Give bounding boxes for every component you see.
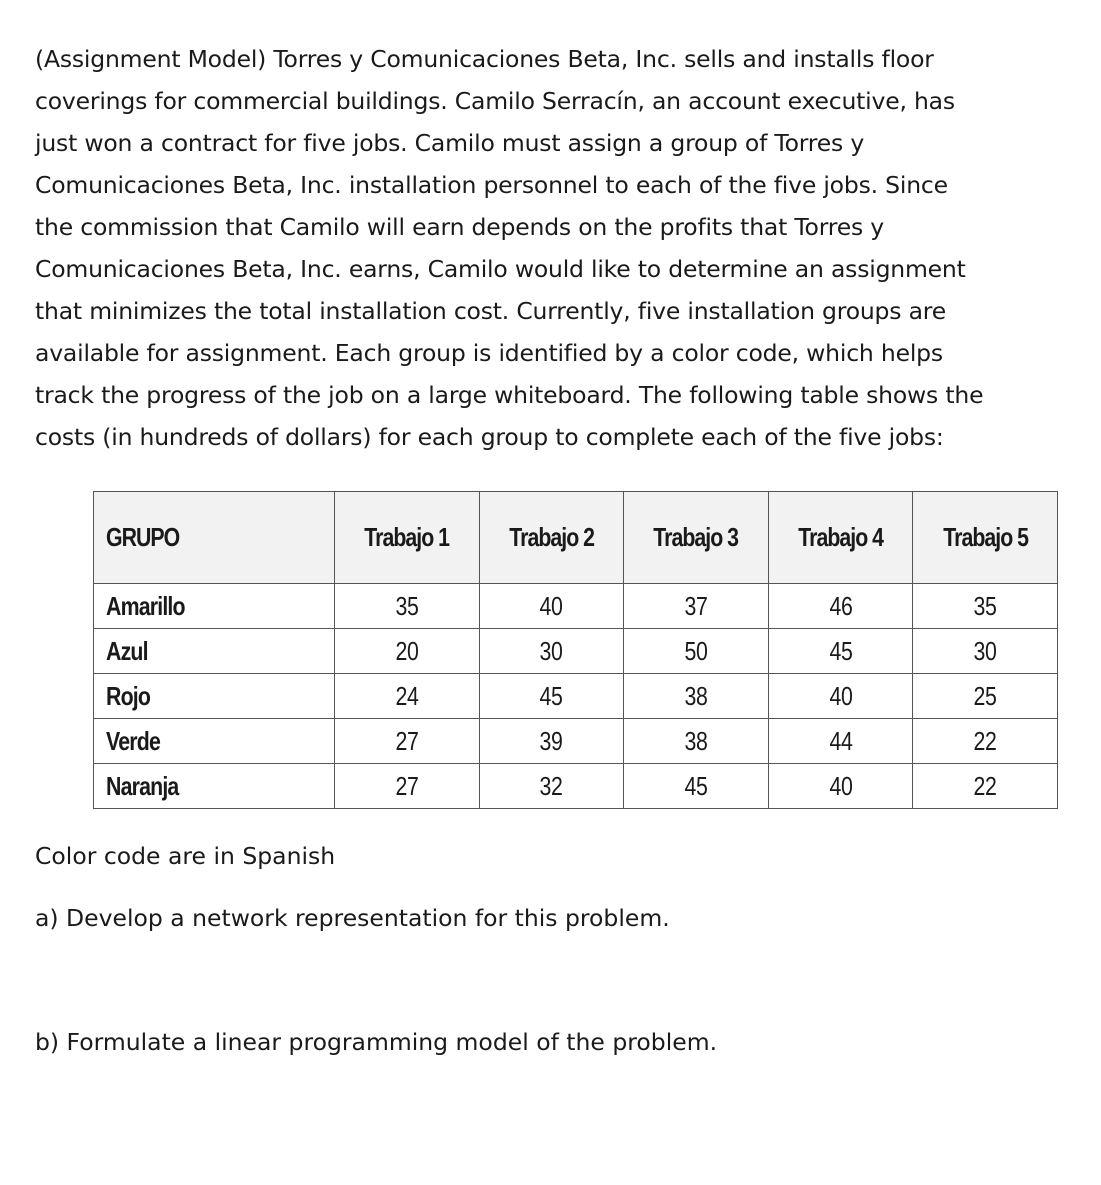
header-job-3-label: Trabajo 3 [653, 522, 739, 552]
color-code-note: Color code are in Spanish [35, 842, 336, 870]
group-cell [94, 584, 335, 629]
group-label: Verde [106, 725, 160, 756]
question-b: b) Formulate a linear programming model of the problem. [35, 1028, 718, 1056]
group-label: Amarillo [106, 590, 185, 621]
cost-cell [335, 584, 480, 629]
cost-value: 37 [684, 590, 708, 621]
group-cell [94, 629, 335, 674]
group-label: Naranja [106, 770, 179, 801]
cost-cell [479, 584, 624, 629]
cost-value: 22 [973, 725, 997, 756]
header-job-4-label: Trabajo 4 [798, 522, 883, 552]
problem-line: the commission that Camilo will earn depends on the profits that Torres y [35, 213, 884, 241]
cost-cell [913, 584, 1058, 629]
cost-cell [624, 764, 769, 809]
cost-value: 35 [395, 590, 419, 621]
cost-value: 46 [829, 590, 853, 621]
cost-value: 45 [684, 770, 708, 801]
cost-table [93, 491, 1058, 809]
group-label: Azul [106, 635, 148, 666]
group-label: Rojo [106, 680, 151, 711]
cost-value: 30 [973, 635, 997, 666]
problem-line: Comunicaciones Beta, Inc. earns, Camilo would like to determine an assignment [35, 255, 966, 283]
table-header-row [94, 492, 1058, 584]
cost-cell [335, 719, 480, 764]
header-job-1-label: Trabajo 1 [364, 522, 450, 552]
header-job-1 [335, 492, 480, 584]
question-a: a) Develop a network representation for this problem. [35, 904, 670, 932]
cost-cell [913, 629, 1058, 674]
problem-line: track the progress of the job on a large whiteboard. The following table shows the [35, 381, 984, 409]
table-row [94, 629, 1058, 674]
cost-value: 44 [829, 725, 853, 756]
cost-cell [768, 584, 913, 629]
cost-cell [335, 629, 480, 674]
header-job-5 [913, 492, 1058, 584]
problem-line: costs (in hundreds of dollars) for each group to complete each of the five jobs: [35, 423, 944, 451]
cost-value: 22 [973, 770, 997, 801]
cost-value: 40 [829, 770, 853, 801]
cost-cell [913, 674, 1058, 719]
cost-value: 25 [973, 680, 997, 711]
cost-value: 40 [829, 680, 853, 711]
problem-line: Comunicaciones Beta, Inc. installation personnel to each of the five jobs. Since [35, 171, 948, 199]
cost-cell [624, 584, 769, 629]
problem-line: that minimizes the total installation cost. Currently, five installation groups are [35, 297, 946, 325]
table-row [94, 719, 1058, 764]
header-job-5-label: Trabajo 5 [942, 522, 1028, 552]
header-job-2 [479, 492, 624, 584]
cost-value: 38 [684, 680, 708, 711]
cost-cell [768, 764, 913, 809]
cost-value: 24 [395, 680, 419, 711]
cost-value: 38 [684, 725, 708, 756]
table-row [94, 584, 1058, 629]
cost-cell [479, 629, 624, 674]
problem-line: (Assignment Model) Torres y Comunicaciones Beta, Inc. sells and installs floor [35, 45, 934, 73]
cost-value: 27 [395, 770, 419, 801]
cost-cell [335, 764, 480, 809]
cost-cell [768, 629, 913, 674]
header-job-3 [624, 492, 769, 584]
cost-cell [624, 674, 769, 719]
cost-value: 39 [539, 725, 563, 756]
cost-value: 50 [684, 635, 708, 666]
cost-cell [913, 719, 1058, 764]
header-group [94, 492, 335, 584]
cost-cell [335, 674, 480, 719]
cost-cell [768, 719, 913, 764]
cost-value: 40 [539, 590, 563, 621]
cost-value: 30 [539, 635, 563, 666]
problem-line: coverings for commercial buildings. Camilo Serracín, an account executive, has [35, 87, 955, 115]
cost-value: 20 [395, 635, 419, 666]
header-job-2-label: Trabajo 2 [509, 522, 594, 552]
cost-cell [768, 674, 913, 719]
cost-cell [624, 629, 769, 674]
cost-cell [479, 674, 624, 719]
cost-cell [479, 719, 624, 764]
problem-line: just won a contract for five jobs. Camilo must assign a group of Torres y [35, 129, 865, 157]
header-job-4 [768, 492, 913, 584]
cost-value: 45 [829, 635, 853, 666]
group-cell [94, 674, 335, 719]
cost-cell [913, 764, 1058, 809]
group-cell [94, 764, 335, 809]
cost-value: 45 [539, 680, 563, 711]
table-row [94, 764, 1058, 809]
group-cell [94, 719, 335, 764]
problem-line: available for assignment. Each group is identified by a color code, which helps [35, 339, 943, 367]
cost-value: 35 [973, 590, 997, 621]
header-group-label: GRUPO [106, 522, 180, 552]
cost-value: 32 [539, 770, 563, 801]
cost-cell [479, 764, 624, 809]
cost-value: 27 [395, 725, 419, 756]
problem-statement [35, 38, 1080, 458]
cost-cell [624, 719, 769, 764]
table-row [94, 674, 1058, 719]
